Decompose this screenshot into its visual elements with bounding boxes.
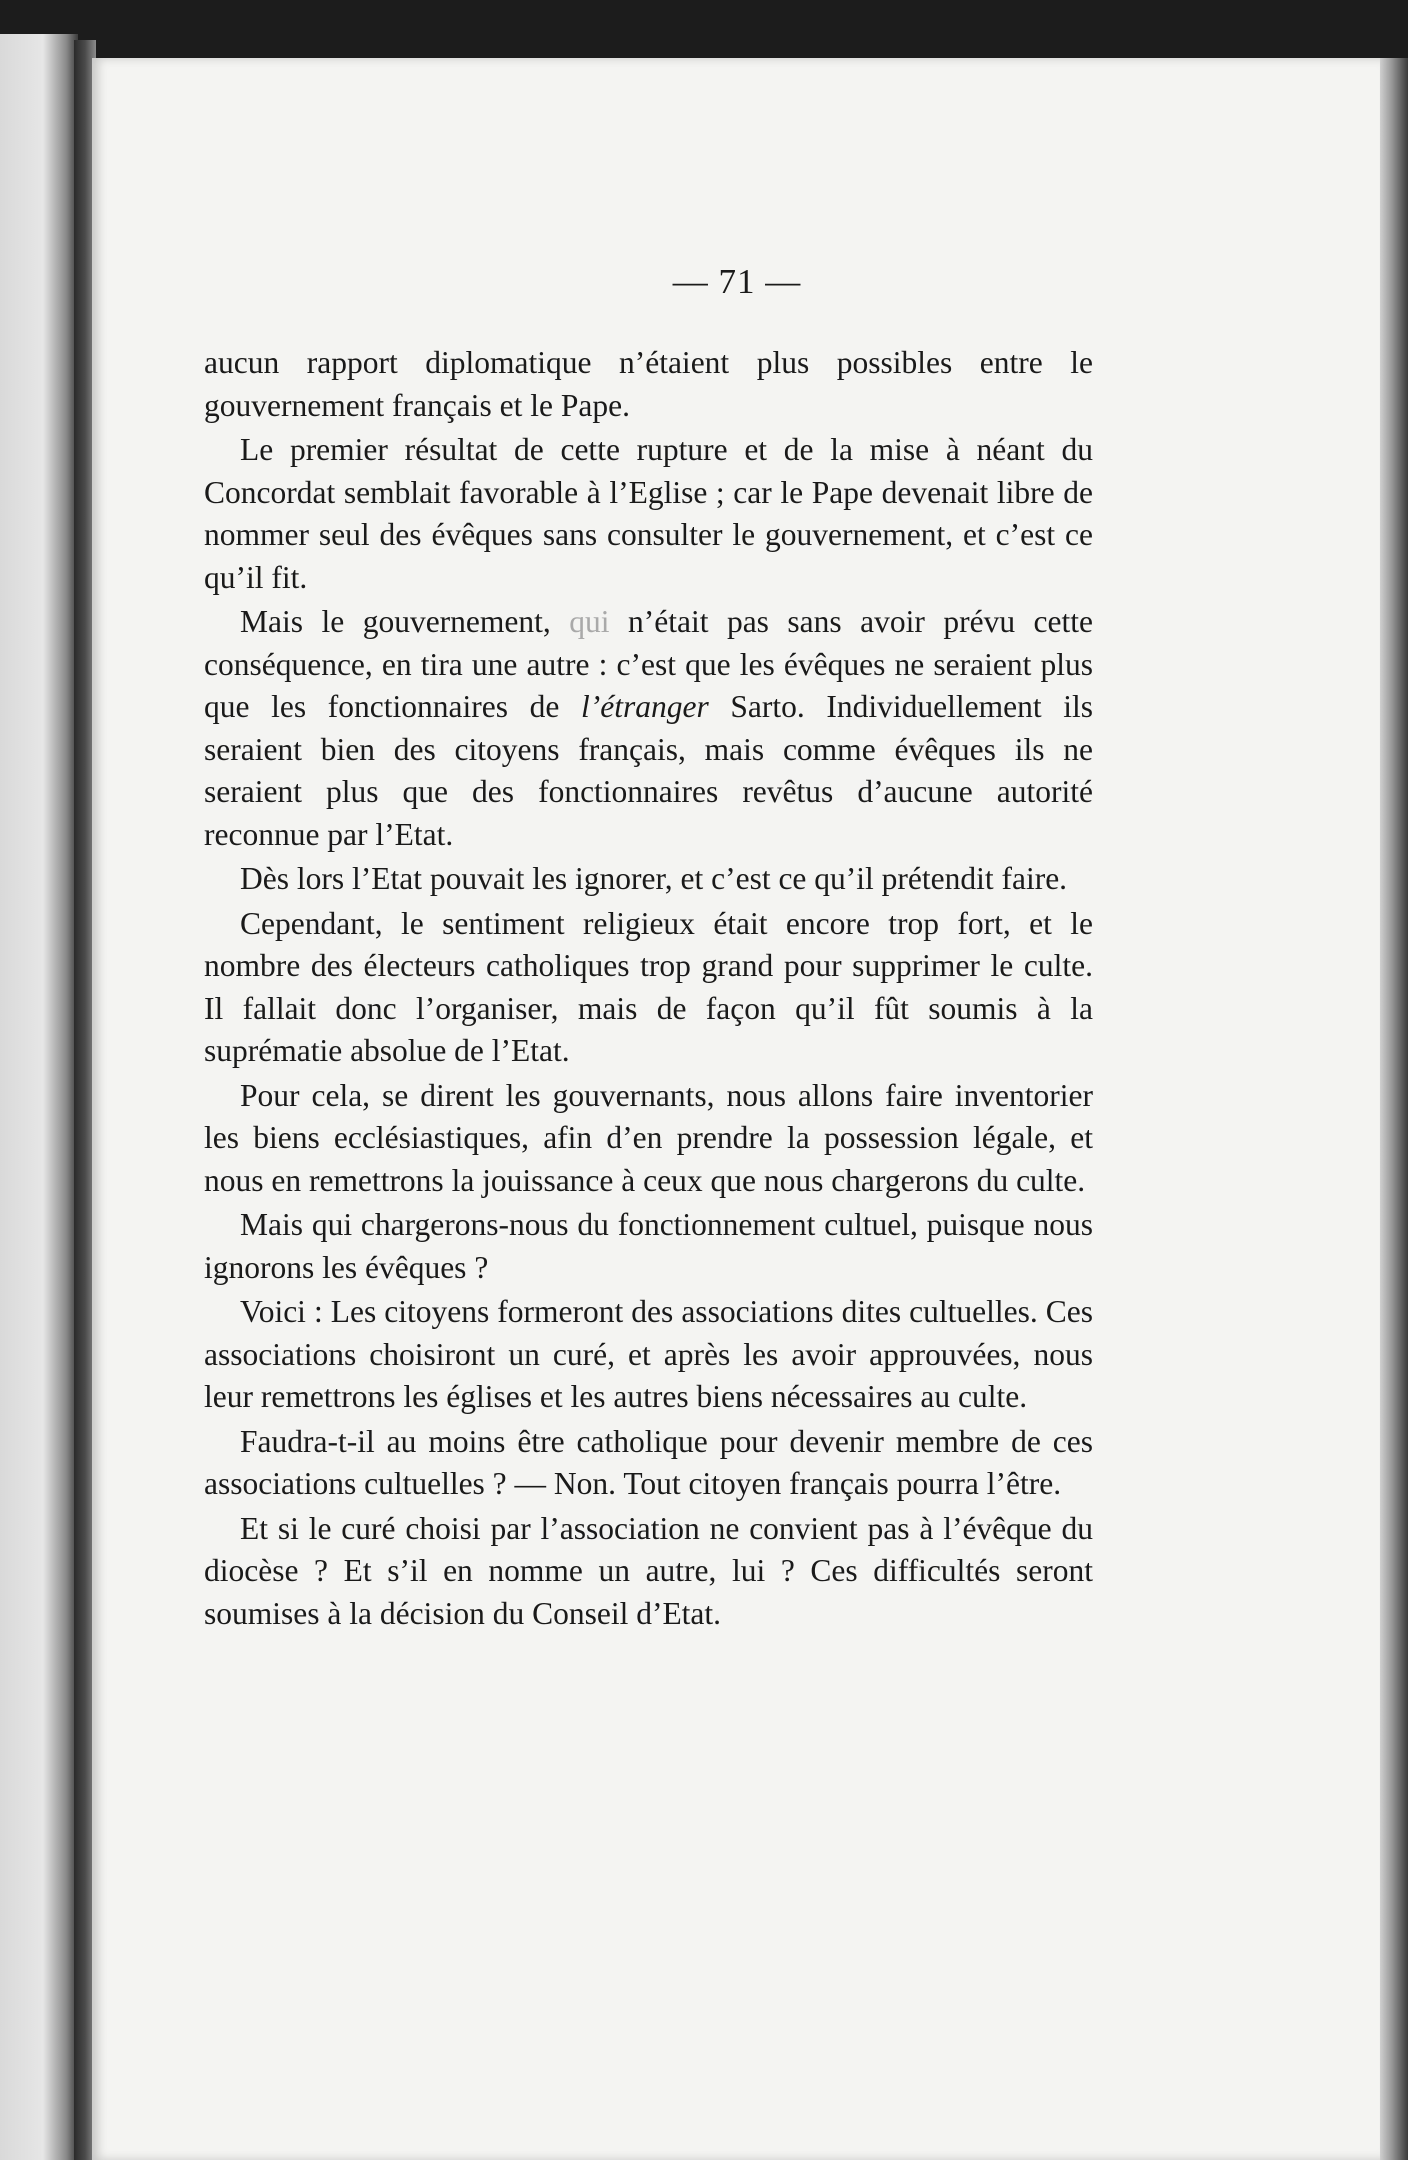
paragraph-3 [204,601,1093,856]
paragraph-7: Mais qui chargerons-nous du fonctionnement cultuel, puisque nous ignorons les évêques ? [204,1207,1093,1285]
paragraph-5: Cependant, le sentiment religieux était encore trop fort, et le nombre des électeurs catholiques trop grand pour supprimer le culte. Il fallait donc l’organiser, mais de façon qu’il fût soumis à la suprématie absolue de l’Etat. [204,905,1093,1068]
paragraph-3-part-c: Sarto. Individuellement ils seraient bien des citoyens français, mais comme évêques ils ne seraient plus que des fonctionnaires revêtus d’aucune autorité reconnue par l’Etat. [204,689,1094,852]
paragraph-2: Le premier résultat de cette rupture et de la mise à néant du Concordat semblait favorable à l’Eglise ; car le Pape devenait libre de nommer seul des évêques sans consulter le gouvernement, et c’est ce qu’il fit. [204,432,1093,595]
page-number: — 71 — [672,262,802,301]
paragraph-3-faint-word: qui [569,604,610,639]
scanner-top-band [0,0,1408,62]
previous-page-edge [0,34,78,2160]
paragraph-4: Dès lors l’Etat pouvait les ignorer, et c’est ce qu’il prétendit faire. [240,861,1068,896]
body-text [204,342,1093,1637]
paragraph-6: Pour cela, se dirent les gouvernants, nous allons faire inventorier les biens ecclésiastiques, afin d’en prendre la possession légale, et nous en remettrons la jouissance à ceux que nous chargerons du culte. [204,1077,1093,1198]
paragraph-8: Voici : Les citoyens formeront des associations dites cultuelles. Ces associations choisiront un curé, et après les avoir approuvées, nous leur remettrons les églises et les autres biens nécessaires au culte. [204,1294,1093,1414]
paragraph-3-italic-word: l’étranger [581,689,709,724]
paragraph-1: aucun rapport diplomatique n’étaient plus possibles entre le gouvernement français et le Pape. [204,345,1093,423]
paragraph-9: Faudra-t-il au moins être catholique pour devenir membre de ces associations cultuelles ? — Non. Tout citoyen français pourra l’être. [204,1423,1093,1501]
paragraph-10: Et si le curé choisi par l’association ne convient pas à l’évêque du diocèse ? Et s’il en nomme un autre, lui ? Ces difficultés seront soumises à la décision du Conseil d’Etat. [204,1510,1093,1631]
page-right-edge [1380,58,1408,2160]
paragraph-3-part-a: Mais le gouvernement, [240,604,570,639]
paragraph-3-part-b: n’était pas sans avoir prévu cette conséquence, en tira une autre : c’est que les évêques ne seraient plus que les fonctionnaires de [204,604,1093,724]
